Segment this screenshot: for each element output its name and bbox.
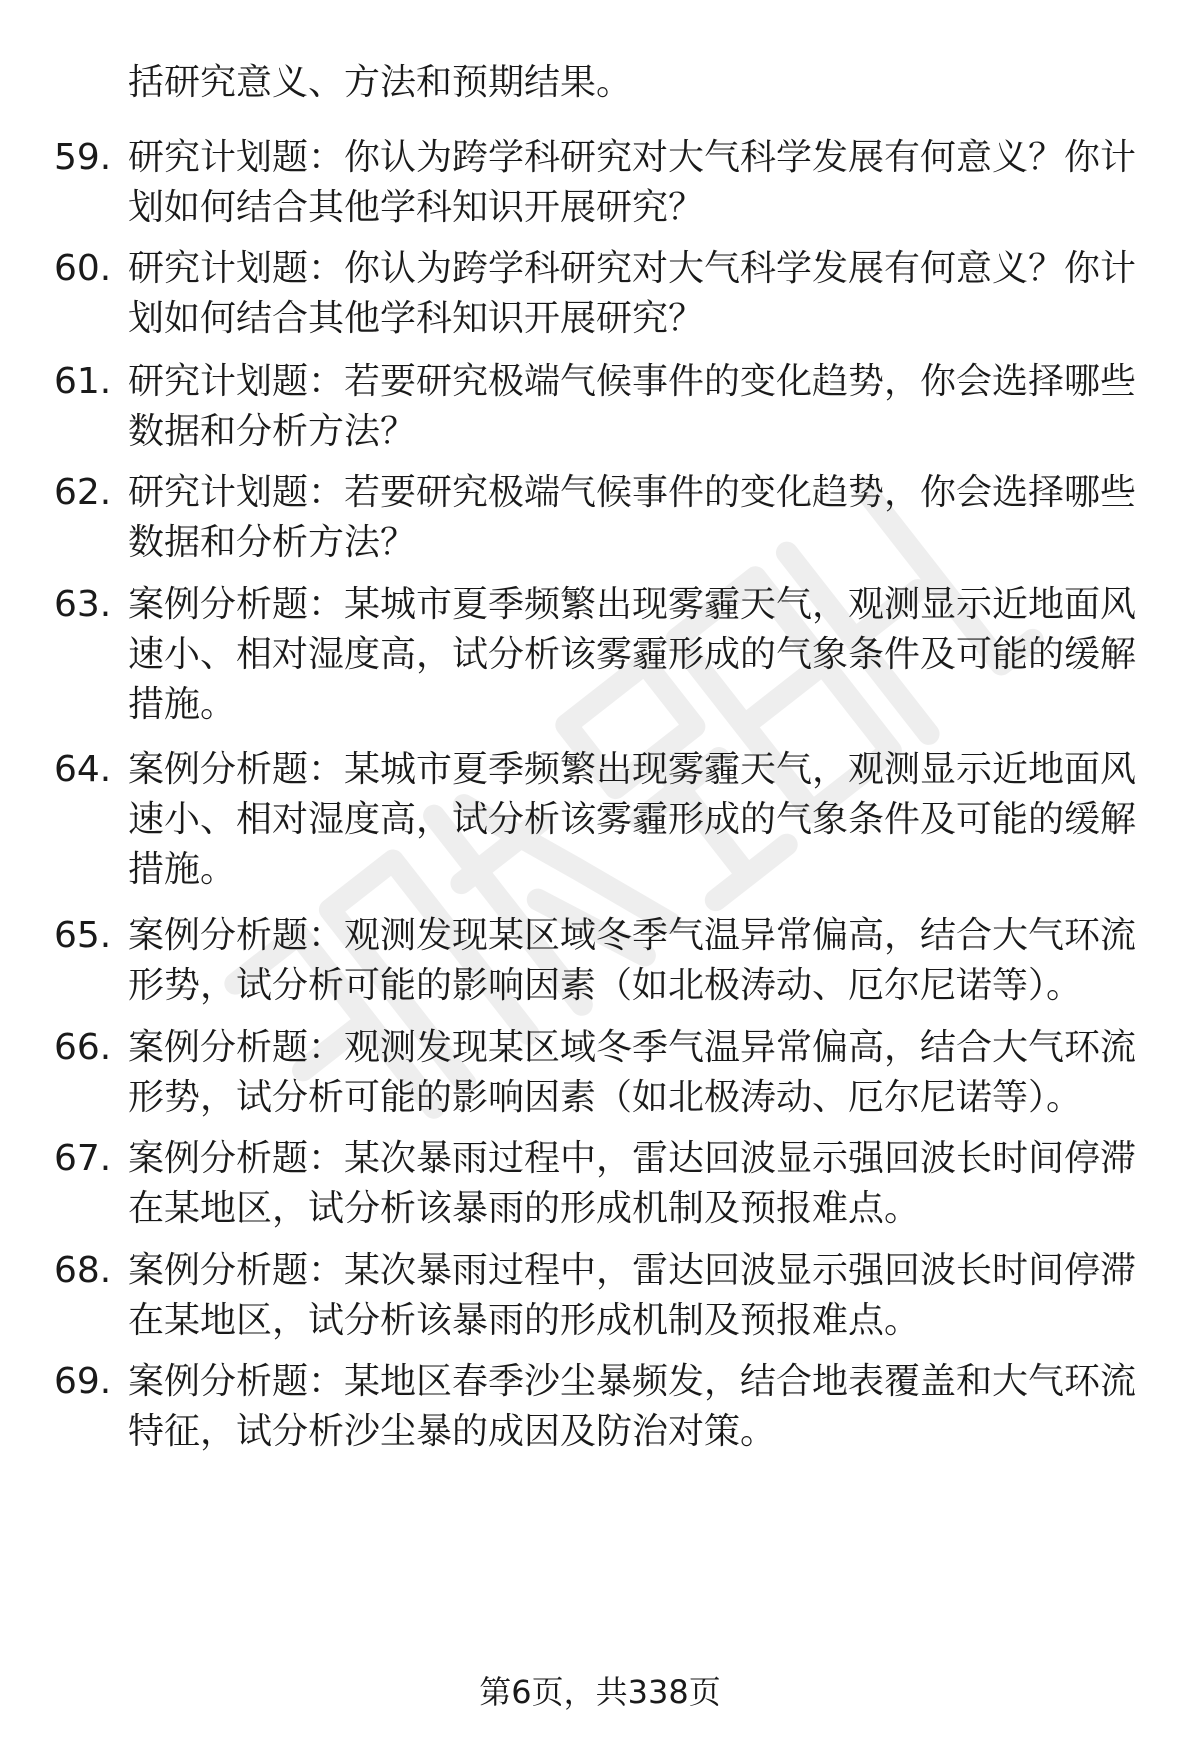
question-number: 62. — [54, 472, 112, 513]
question-number: 59. — [54, 137, 112, 178]
question-text: 案例分析题：某城市夏季频繁出现雾霾天气，观测显示近地面风速小、相对湿度高，试分析该雾霾形成的气象条件及可能的缓解措施。 — [128, 584, 1137, 725]
question-number: 65. — [54, 915, 112, 956]
page-footer: 第6页，共338页 — [479, 1673, 721, 1711]
question-number: 67. — [54, 1138, 112, 1179]
continuation-text: 括研究意义、方法和预期结果。 — [128, 62, 633, 103]
question-text: 研究计划题：你认为跨学科研究对大气科学发展有何意义？你计划如何结合其他学科知识开展研究？ — [128, 248, 1137, 339]
question-text: 案例分析题：观测发现某区域冬季气温异常偏高，结合大气环流形势，试分析可能的影响因素（如北极涛动、厄尔尼诺等）。 — [128, 1027, 1137, 1118]
question-text: 研究计划题：你认为跨学科研究对大气科学发展有何意义？你计划如何结合其他学科知识开展研究？ — [128, 137, 1137, 228]
question-text: 案例分析题：某次暴雨过程中，雷达回波显示强回波长时间停滞在某地区，试分析该暴雨的形成机制及预报难点。 — [128, 1250, 1137, 1341]
question-text: 案例分析题：某地区春季沙尘暴频发，结合地表覆盖和大气环流特征，试分析沙尘暴的成因及防治对策。 — [128, 1361, 1137, 1452]
question-number: 68. — [54, 1250, 112, 1291]
question-text: 研究计划题：若要研究极端气候事件的变化趋势，你会选择哪些数据和分析方法？ — [128, 472, 1137, 563]
question-number: 60. — [54, 248, 112, 289]
question-number: 66. — [54, 1027, 112, 1068]
question-number: 61. — [54, 361, 112, 402]
question-text: 案例分析题：某次暴雨过程中，雷达回波显示强回波长时间停滞在某地区，试分析该暴雨的形成机制及预报难点。 — [128, 1138, 1137, 1229]
question-text: 研究计划题：若要研究极端气候事件的变化趋势，你会选择哪些数据和分析方法？ — [128, 361, 1137, 452]
question-number: 63. — [54, 584, 112, 625]
question-number: 64. — [54, 749, 112, 790]
question-number: 69. — [54, 1361, 112, 1402]
question-text: 案例分析题：观测发现某区域冬季气温异常偏高，结合大气环流形势，试分析可能的影响因素（如北极涛动、厄尔尼诺等）。 — [128, 915, 1137, 1006]
question-text: 案例分析题：某城市夏季频繁出现雾霾天气，观测显示近地面风速小、相对湿度高，试分析该雾霾形成的气象条件及可能的缓解措施。 — [128, 749, 1137, 890]
